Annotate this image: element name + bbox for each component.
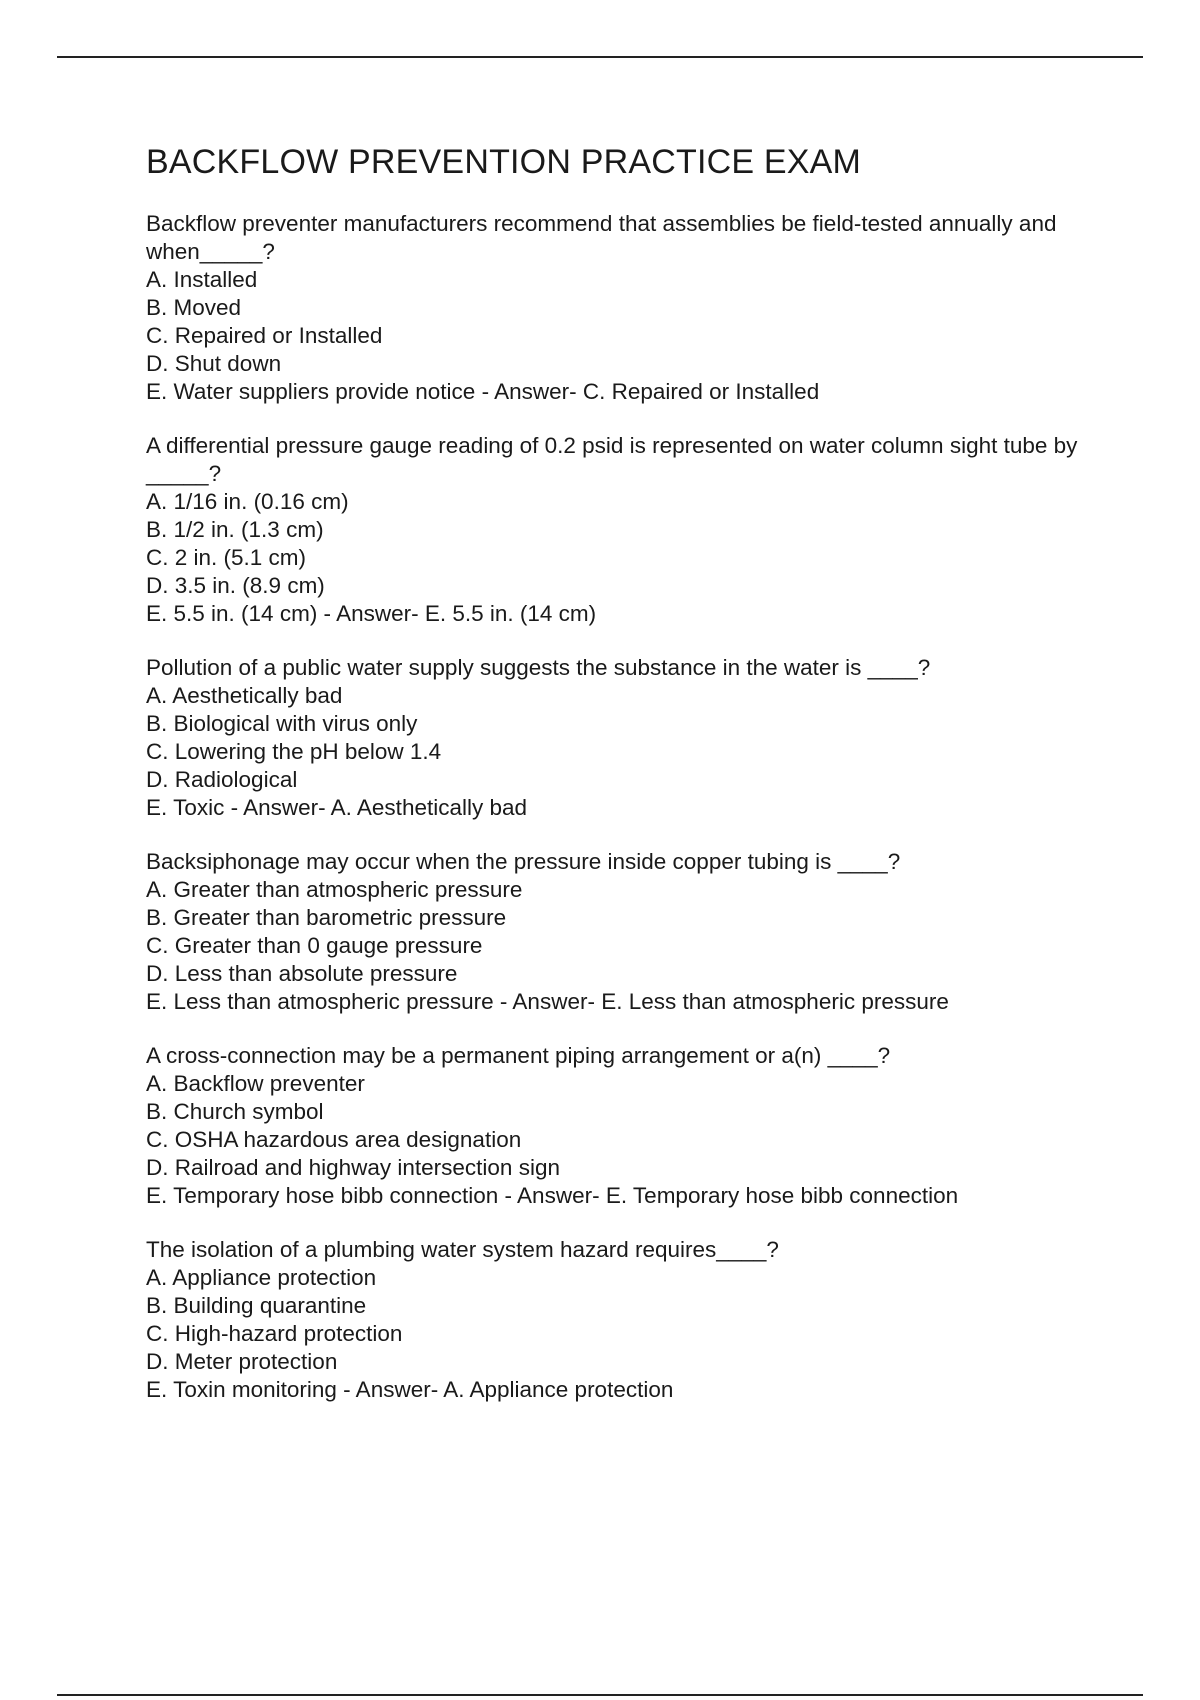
option-d: D. Shut down: [146, 351, 282, 376]
question-text: A cross-connection may be a permanent piping arrangement or a(n) ____?: [146, 1043, 891, 1068]
option-b: B. Building quarantine: [146, 1293, 367, 1318]
option-a: A. Aesthetically bad: [146, 683, 343, 708]
option-list: [146, 266, 1106, 406]
option-b: B. Biological with virus only: [146, 711, 418, 736]
question-6: [146, 1236, 1106, 1404]
option-c: C. High-hazard protection: [146, 1321, 403, 1346]
option-c: C. Lowering the pH below 1.4: [146, 739, 442, 764]
option-e-answer: E. Less than atmospheric pressure - Answer- E. Less than atmospheric pressure: [146, 989, 949, 1014]
option-b: B. Greater than barometric pressure: [146, 905, 507, 930]
option-e-answer: E. 5.5 in. (14 cm) - Answer- E. 5.5 in. (14 cm): [146, 601, 597, 626]
option-a: A. Backflow preventer: [146, 1071, 365, 1096]
option-e-answer: E. Toxic - Answer- A. Aesthetically bad: [146, 795, 528, 820]
question-5: [146, 1042, 1106, 1210]
option-b: B. 1/2 in. (1.3 cm): [146, 517, 324, 542]
option-a: A. Installed: [146, 267, 258, 292]
page-title: BACKFLOW PREVENTION PRACTICE EXAM: [146, 143, 862, 181]
option-c: C. Greater than 0 gauge pressure: [146, 933, 483, 958]
question-4: [146, 848, 1106, 1016]
option-a: A. 1/16 in. (0.16 cm): [146, 489, 349, 514]
option-a: A. Greater than atmospheric pressure: [146, 877, 523, 902]
option-b: B. Moved: [146, 295, 242, 320]
option-d: D. Meter protection: [146, 1349, 338, 1374]
option-e-answer: E. Toxin monitoring - Answer- A. Appliance protection: [146, 1377, 674, 1402]
question-3: [146, 654, 1106, 822]
document-body: [146, 140, 1106, 1430]
option-c: C. Repaired or Installed: [146, 323, 383, 348]
footer-rule: [57, 1694, 1143, 1696]
option-b: B. Church symbol: [146, 1099, 324, 1124]
option-d: D. Radiological: [146, 767, 298, 792]
question-text: Pollution of a public water supply suggests the substance in the water is ____?: [146, 655, 931, 680]
question-text: The isolation of a plumbing water system hazard requires____?: [146, 1237, 779, 1262]
option-d: D. 3.5 in. (8.9 cm): [146, 573, 325, 598]
question-text: A differential pressure gauge reading of 0.2 psid is represented on water column sight tube by _____?: [146, 433, 1078, 486]
option-list: [146, 1070, 1106, 1210]
option-a: A. Appliance protection: [146, 1265, 377, 1290]
option-list: [146, 488, 1106, 628]
option-e-answer: E. Water suppliers provide notice - Answer- C. Repaired or Installed: [146, 379, 820, 404]
option-d: D. Railroad and highway intersection sign: [146, 1155, 560, 1180]
question-text: Backsiphonage may occur when the pressure inside copper tubing is ____?: [146, 849, 901, 874]
option-list: [146, 876, 1106, 1016]
option-d: D. Less than absolute pressure: [146, 961, 458, 986]
question-text: Backflow preventer manufacturers recommend that assemblies be field-tested annually and when_____?: [146, 211, 1057, 264]
option-c: C. OSHA hazardous area designation: [146, 1127, 522, 1152]
option-list: [146, 1264, 1106, 1404]
option-list: [146, 682, 1106, 822]
option-e-answer: E. Temporary hose bibb connection - Answer- E. Temporary hose bibb connection: [146, 1183, 959, 1208]
question-2: [146, 432, 1106, 628]
option-c: C. 2 in. (5.1 cm): [146, 545, 307, 570]
header-rule: [57, 56, 1143, 58]
question-1: [146, 210, 1106, 406]
